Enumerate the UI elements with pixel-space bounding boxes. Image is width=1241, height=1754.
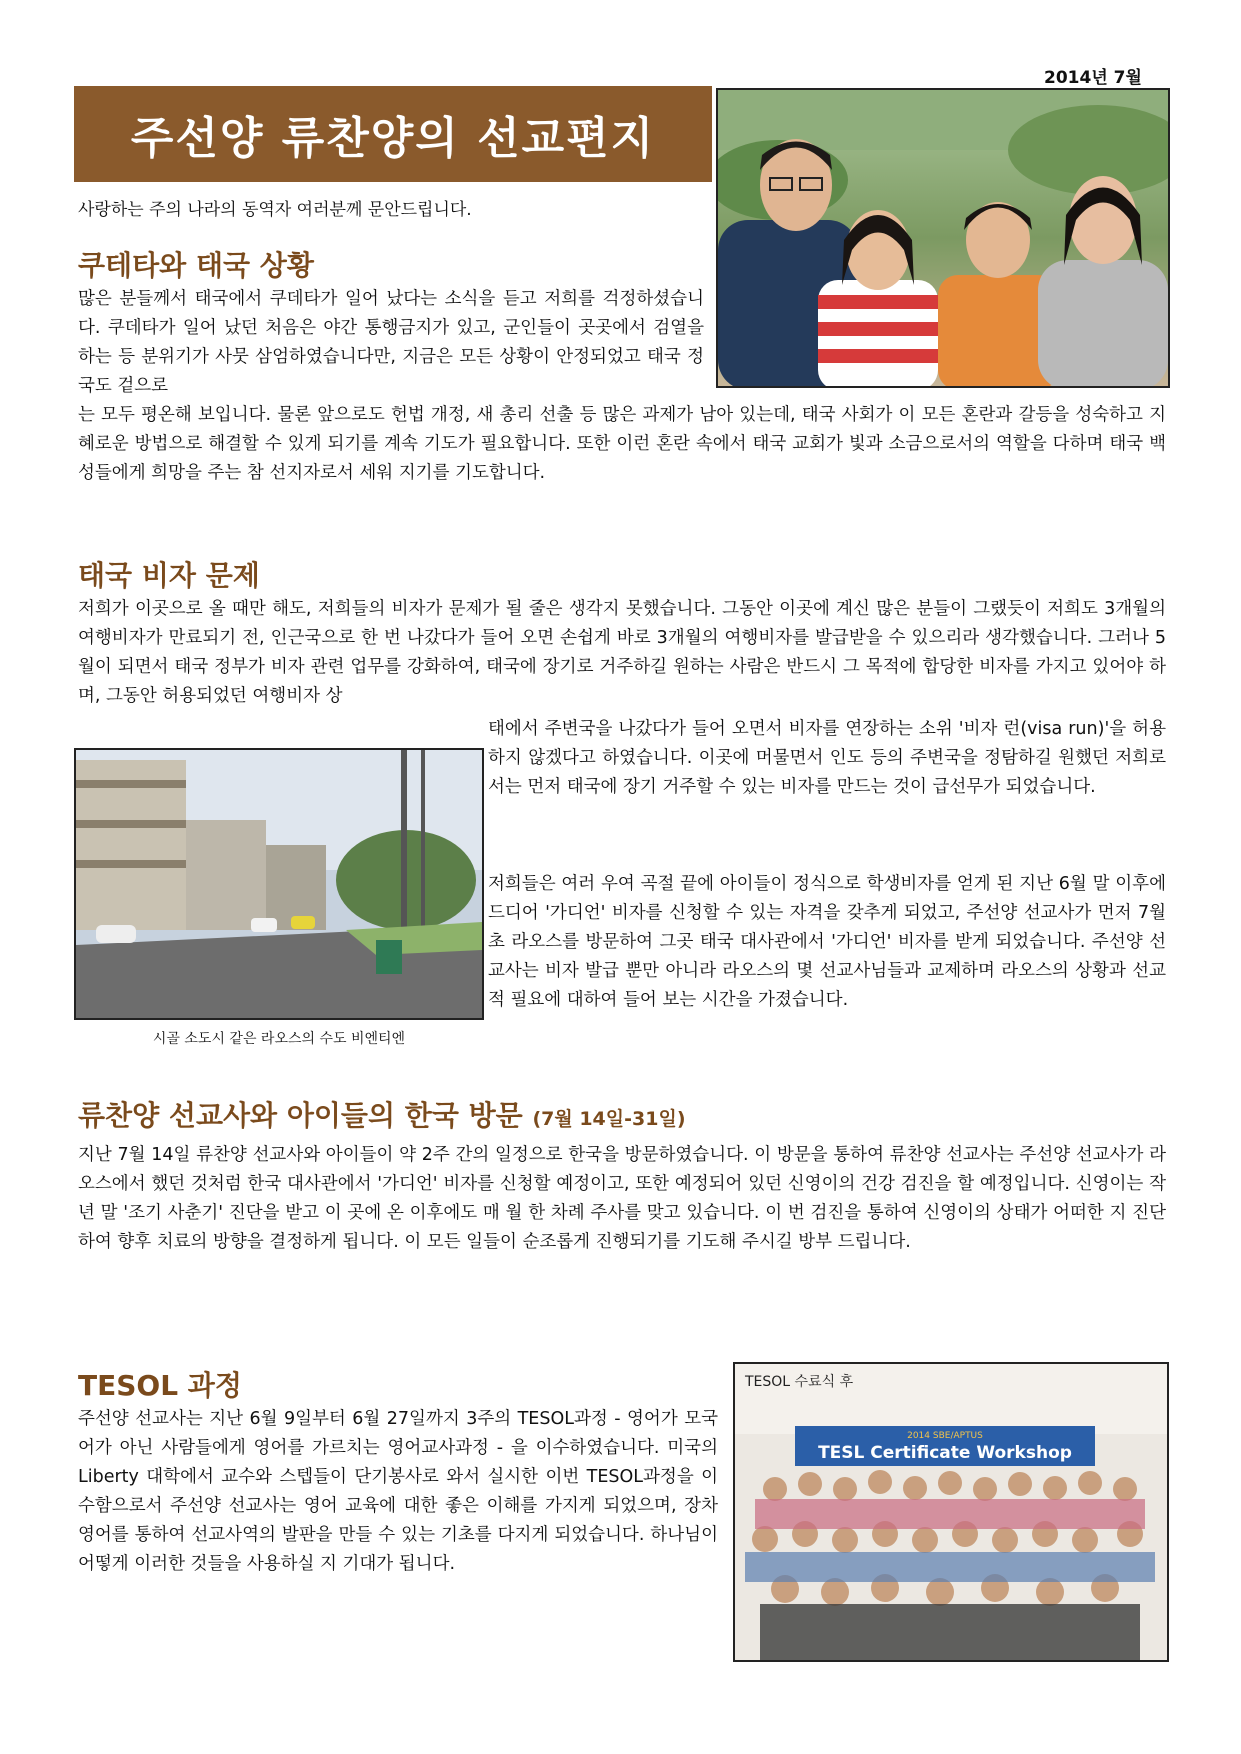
issue-date: 2014년 7월 xyxy=(1044,68,1142,88)
tesol-paragraph: 주선양 선교사는 지난 6월 9일부터 6월 27일까지 3주의 TESOL과정 - 영어가 모국어가 아닌 사람들에게 영어를 가르치는 영어교사과정 - 을 이수하였습니다. 미국의 Liberty 대학에서 교수와 스텝들이 단기봉사로 와서 실시한 이번 TESOL과정을 이수함으로서 주선양 선교사는 영어 교육에 대한 좋은 이해를 가지게 되었으며, 장차 영어를 통하여 선교사역의 발판을 만들 수 있는 기초를 다지게 되었습니다. 하나님이 어떻게 이러한 것들을 사용하실 지 기대가 됩니다. xyxy=(78,1409,718,1574)
tesol-photo-label: TESOL 수료식 후 xyxy=(745,1374,854,1390)
visa-heading: 태국 비자 문제 xyxy=(78,559,260,592)
tesol-heading: TESOL 과정 xyxy=(78,1369,242,1402)
coup-paragraph-2: 는 모두 평온해 보입니다. 물론 앞으로도 헌법 개정, 새 총리 선출 등 많은 과제가 남아 있는데, 태국 사회가 이 모든 혼란과 갈등을 성숙하고 지혜로운 방법으로 해결할 수 있게 되기를 계속 기도가 필요합니다. 또한 이런 혼란 속에서 태국 교회가 빛과 소금으로서의 역할을 다하며 태국 백성들에게 희망을 주는 참 선지자로서 세워 지기를 기도합니다. xyxy=(78,405,1166,483)
title-banner xyxy=(74,86,712,182)
visa-paragraph-3: 저희들은 여러 우여 곡절 끝에 아이들이 정식으로 학생비자를 얻게 된 지난 6월 말 이후에 드디어 '가디언' 비자를 신청할 수 있는 자격을 갖추게 되었고, 주선양 선교사가 먼저 7월 초 라오스를 방문하여 그곳 태국 대사관에서 '가디언' 비자를 받게 되었습니다. 주선양 선교사는 비자 발급 뿐만 아니라 라오스의 몇 선교사님들과 교제하며 라오스의 상황과 선교적 필요에 대하여 들어 보는 시간을 가졌습니다. xyxy=(488,874,1166,1010)
korea-visit-paragraph: 지난 7월 14일 류찬양 선교사와 아이들이 약 2주 간의 일정으로 한국을 방문하였습니다. 이 방문을 통하여 류찬양 선교사는 주선양 선교사가 라오스에서 했던 것처럼 한국 대사관에서 '가디언' 비자를 신청할 예정이고, 또한 예정되어 있던 신영이의 건강 검진을 할 예정입니다. 신영이는 작년 말 '조기 사춘기' 진단을 받고 이 곳에 온 이후에도 매 월 한 차례 주사를 맞고 있습니다. 이 번 검진을 통하여 신영이의 상태가 어떠한 지 진단하여 향후 치료의 방향을 결정하게 됩니다. 이 모든 일들이 순조롭게 진행되기를 기도해 주시길 방부 드립니다. xyxy=(78,1145,1166,1252)
visa-paragraph-1: 저희가 이곳으로 올 때만 해도, 저희들의 비자가 문제가 될 줄은 생각지 못했습니다. 그동안 이곳에 계신 많은 분들이 그랬듯이 저희도 3개월의 여행비자가 만료되기 전, 인근국으로 한 번 나갔다가 들어 오면 손쉽게 바로 3개월의 여행비자를 발급받을 수 있으리라 생각했습니다. 그러나 5월이 되면서 태국 정부가 비자 관련 업무를 강화하여, 태국에 장기로 거주하길 원하는 사람은 반드시 그 목적에 합당한 비자를 가지고 있어야 하며, 그동안 허용되었던 여행비자 상 xyxy=(78,599,1166,706)
coup-heading: 쿠테타와 태국 상황 xyxy=(78,249,314,282)
tesol-banner-year: 2014 SBE/APTUS xyxy=(907,1431,983,1441)
tesol-group-photo xyxy=(733,1362,1169,1662)
coup-paragraph-1: 많은 분들께서 태국에서 쿠데타가 일어 났다는 소식을 듣고 저희를 걱정하셨습니다. 쿠데타가 일어 났던 처음은 야간 통행금지가 있고, 군인들이 곳곳에서 검열을 하는 등 분위기가 사뭇 삼엄하였습니다만, 지금은 모든 상황이 안정되었고 태국 정국도 겉으로 xyxy=(78,289,704,396)
greeting: 사랑하는 주의 나라의 동역자 여러분께 문안드립니다. xyxy=(78,200,472,220)
vientiane-street-photo xyxy=(74,748,484,1020)
korea-visit-title: 류찬양 선교사와 아이들의 한국 방문 xyxy=(78,1099,523,1132)
tesol-banner-text: TESL Certificate Workshop xyxy=(818,1443,1072,1463)
page-title: 주선양 류찬양의 선교편지 xyxy=(130,113,656,164)
street-photo-caption: 시골 소도시 같은 라오스의 수도 비엔티엔 xyxy=(152,1031,406,1047)
korea-visit-heading xyxy=(78,1094,686,1134)
family-photo xyxy=(716,88,1170,388)
visa-paragraph-2: 태에서 주변국을 나갔다가 들어 오면서 비자를 연장하는 소위 '비자 런(visa run)'을 허용하지 않겠다고 하였습니다. 이곳에 머물면서 인도 등의 주변국을 정탐하길 원했던 저희로서는 먼저 태국에 장기 거주할 수 있는 비자를 만드는 것이 급선무가 되었습니다. xyxy=(488,719,1166,797)
korea-visit-dates: (7월 14일-31일) xyxy=(532,1108,686,1130)
